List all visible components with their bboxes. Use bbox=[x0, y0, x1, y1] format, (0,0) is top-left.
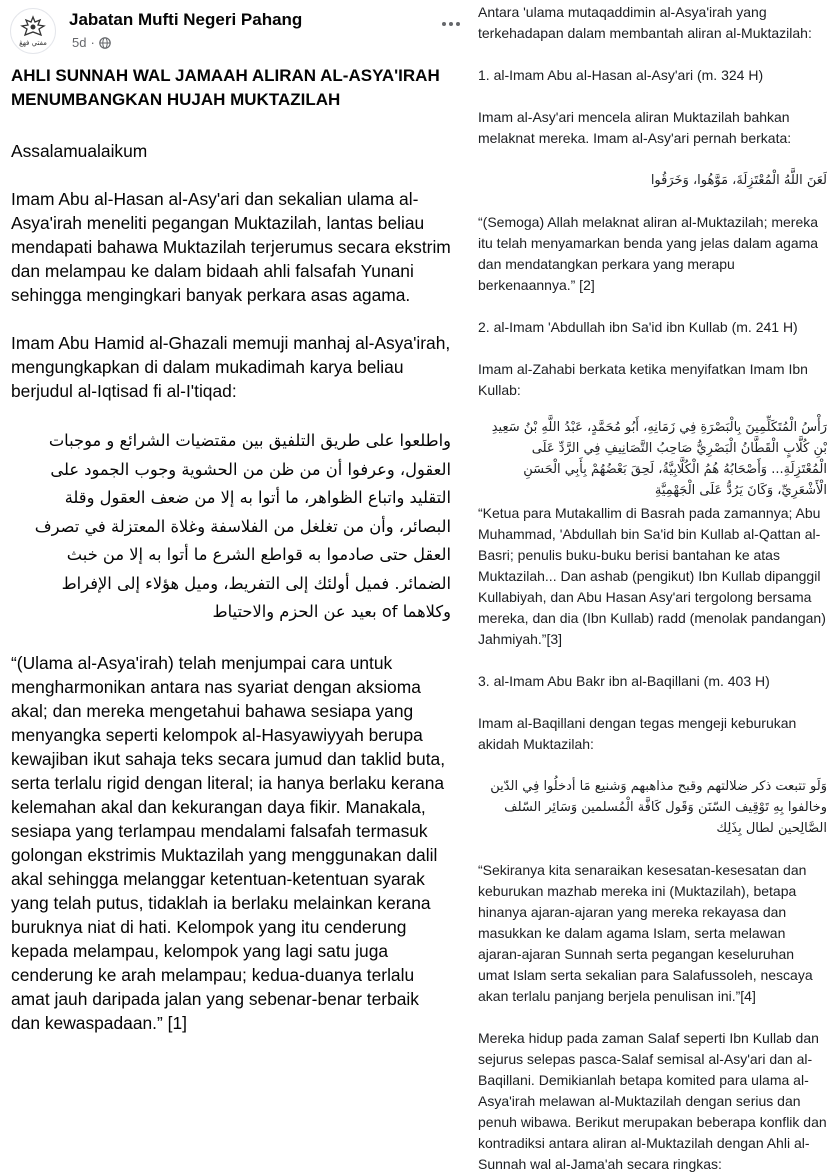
post-paragraph: Imam Abu Hamid al-Ghazali memuji manhaj al-Asya'irah, mengungkapkan di dalam mukadimah karya beliau berjudul al-Iqtisad fi al-I'tiqad: bbox=[11, 333, 451, 401]
doc-translation: “Ketua para Mutakallim di Basrah pada zamannya; Abu Muhammad, 'Abdullah bin Sa'id bin Kullab al-Qattan al-Basri; penulis buku-buku berisi bantahan ke atas Muktazilah... Dan ashab (pengikut) Ibn Kullab dipanggil Kullabiyah, dan Abu Hasan Asy'ari tergolong bersama mereka, dan dia (Ibn Kullab) radd (menolak pandangan) Jahmiyah.”[3] bbox=[478, 505, 826, 647]
post-header bbox=[10, 6, 450, 58]
post-body bbox=[11, 64, 451, 1035]
globe-icon bbox=[99, 37, 111, 49]
page-name-link[interactable]: Jabatan Mufti Negeri Pahang bbox=[69, 10, 303, 29]
post-meta bbox=[72, 35, 111, 50]
more-options-icon[interactable] bbox=[438, 16, 464, 32]
crest-icon bbox=[20, 16, 46, 38]
document-page bbox=[466, 0, 837, 1172]
doc-paragraph: Imam al-Baqillani dengan tegas mengeji keburukan akidah Muktazilah: bbox=[478, 715, 797, 752]
doc-arabic: لَعَنَ اللَّهُ الْمُعْتَزِلَةَ، مَوَّهُوا، وَخَرَقُوا bbox=[650, 173, 827, 188]
post-greeting: Assalamualaikum bbox=[11, 141, 148, 161]
translation-quote: “(Ulama al-Asya'irah) telah menjumpai cara untuk mengharmonikan antara nas syariat dengan aksioma akal; dan mereka mengetahui bahawa sesiapa yang menyangka seperti kelompok al-Hasyawiyyah berupa kewajiban ikut sahaja teks secara jumud dan taklid buta, serta terlalu rigid dengan literal; ia hanya berlaku kerana kelemahan akal dan kekurangan daya fikir. Manakala, sesiapa yang terlampau mendalami falsafah termasuk golongan ekstrimis Muktazilah yang menggunakan dalil akal sehingga melanggar ketentuan-ketentuan syarak yang telah putus, tidaklah ia berlaku melainkan kerana buruknya niat di hati. Kelompok yang itu cenderung kepada melampau, kelompok yang lagi satu juga cenderung ke arah melampau; kedua-duanya terlalu amat jauh daripada jalan yang sebenar-benar terbaik dan kewaspadaan.” [1] bbox=[11, 652, 446, 1033]
doc-arabic: وَلَو تتبعت ذكر ضلالتهم وقبح مذاهبهم وَشنيع مَا أدخلُوا فِي الدّين وخالفوا بِهِ تَوْقِيف السّنَن وَقَول كَافَّة الْمُسلمين وَسَائِر السّلف الصَّالِحين لطال بِذَلِك bbox=[490, 779, 827, 836]
doc-arabic: رَأْسُ الْمُتَكَلِّمِينَ بِالْبَصْرَةِ فِي زَمَانِهِ، أَبُو مُحَمَّدٍ، عَبْدُ اللَّهِ بْنُ سَعِيدِ بْنِ كُلَّابٍ الْقَطَّانُ الْبَصْرِيُّ صَاحِبُ التَّصَانِيفِ فِي الرَّدِّ عَلَى الْمُعْتَزِلَةِ... وَأَصْحَابُهُ هُمُ الْكُلَّابِيَّةُ، لَحِقَ بَعْضُهُمْ بِأَبِي الْحَسَنِ الْأَشْعَرِيِّ، وَكَانَ يَرُدُّ عَلَى الْجَهْمِيَّةِ bbox=[491, 420, 827, 498]
doc-paragraph: Imam al-Zahabi berkata ketika menyifatkan Imam Ibn Kullab: bbox=[478, 361, 808, 398]
doc-translation: “Sekiranya kita senaraikan kesesatan-kesesatan dan keburukan mazhab mereka ini (Muktazilah), betapa hinanya ajaran-ajaran yang mereka rekayasa dan masukkan ke dalam agama Islam, serta melawan ajaran-ajaran Sunnah serta pegangan keseluruhan umat Islam serta sekalian para Salafussoleh, nescaya akan terlalu panjang berjela penulisan ini.”[4] bbox=[478, 862, 813, 1004]
arabic-quote: واطلعوا على طريق التلفيق بين مقتضيات الشرائع و موجبات العقول، وعرفوا أن من ظن من الحشوية وجوب الجمود على التقليد واتباع الظواهر، ما أتوا به إلا من ضعف العقول وقلة البصائر، وأن من تغلغل من الفلاسفة وغلاة المعتزلة في تصرف العقل حتى صادموا به قواطع الشرع ما أتوا به إلا من خبث الضمائر. فميل أولئك إلى التفريط، وميل هؤلاء إلى الإفراط وكلاهما of بعيد عن الحزم والاحتياط bbox=[34, 431, 451, 621]
post-paragraph: Imam Abu al-Hasan al-Asy'ari dan sekalian ulama al-Asya'irah meneliti pegangan Muktazilah, lantas beliau mendapati bahawa Muktazilah terjerumus secara ekstrim dan melampau ke dalam bidaah ahli falsafah Yunani sehingga mengingkari banyak perkara asas agama. bbox=[11, 189, 451, 305]
doc-heading: 1. al-Imam Abu al-Hasan al-Asy'ari (m. 324 H) bbox=[478, 67, 764, 83]
post-timestamp[interactable]: 5d bbox=[72, 35, 87, 50]
document-body bbox=[466, 2, 837, 1175]
post-title: AHLI SUNNAH WAL JAMAAH ALIRAN AL-ASYA'IRAH MENUMBANGKAN HUJAH MUKTAZILAH bbox=[11, 66, 440, 109]
doc-paragraph: Mereka hidup pada zaman Salaf seperti Ibn Kullab dan sejurus selepas pasca-Salaf semisal al-Asy'ari dan al-Baqillani. Demikianlah betapa komited para ulama al-Asya'irah melawan al-Muktazilah dengan serius dan penuh wibawa. Berikut merupakan beberapa konflik dan kontradiksi antara aliran al-Muktazilah dengan Ahli al-Sunnah wal al-Jama'ah secara ringkas: bbox=[478, 1030, 827, 1172]
meta-separator: · bbox=[90, 35, 95, 50]
doc-heading: 2. al-Imam 'Abdullah ibn Sa'id ibn Kullab (m. 241 H) bbox=[478, 319, 798, 335]
page-avatar[interactable] bbox=[10, 8, 56, 54]
avatar-text: مفتي فهڠ bbox=[19, 38, 47, 47]
doc-translation: “(Semoga) Allah melaknat aliran al-Muktazilah; mereka itu telah menyamarkan benda yang jelas dalam agama dan mendatangkan perkara yang merapu berkenaannya.” [2] bbox=[478, 214, 819, 293]
doc-paragraph: Imam al-Asy'ari mencela aliran Muktazilah bahkan melaknat mereka. Imam al-Asy'ari pernah berkata: bbox=[478, 109, 792, 146]
doc-heading: 3. al-Imam Abu Bakr ibn al-Baqillani (m. 403 H) bbox=[478, 673, 770, 689]
doc-intro: Antara 'ulama mutaqaddimin al-Asya'irah yang terkehadapan dalam membantah aliran al-Muktazilah: bbox=[478, 4, 812, 41]
